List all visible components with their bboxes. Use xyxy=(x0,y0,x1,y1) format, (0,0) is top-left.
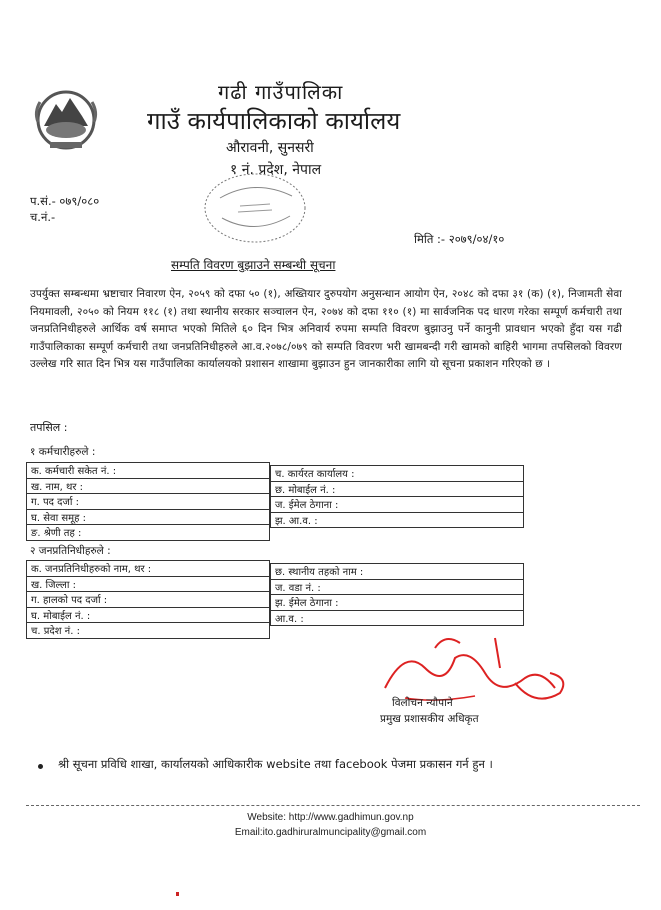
table-row xyxy=(27,576,270,592)
table-row xyxy=(271,564,524,580)
notice-subject: सम्पति विवरण बुझाउने सम्बन्धी सूचना xyxy=(171,258,336,272)
field-label: च. प्रदेश नं. : xyxy=(27,623,270,639)
tapasil-label: तपसिल : xyxy=(30,421,68,434)
section2-heading: २ जनप्रतिनिधीहरुले : xyxy=(30,545,111,557)
table-row xyxy=(271,579,524,595)
table-row xyxy=(271,481,524,497)
employee-details-right xyxy=(270,465,524,528)
table-row xyxy=(271,610,524,626)
signatory-title: प्रमुख प्रशासकीय अधिकृत xyxy=(380,713,479,725)
municipality-name: गढी गाउँपालिका xyxy=(218,80,344,104)
field-label: घ. मोबाईल नं. : xyxy=(27,607,270,623)
table-row xyxy=(27,623,270,639)
bullet-icon xyxy=(38,764,43,769)
table-row xyxy=(27,509,270,525)
table-row xyxy=(271,466,524,482)
field-label: छ. मोबाईल नं. : xyxy=(271,481,524,497)
field-label: घ. सेवा समूह : xyxy=(27,509,270,525)
office-address: औरावनी, सुनसरी xyxy=(226,140,314,156)
employee-details-left xyxy=(26,462,270,541)
table-row xyxy=(27,561,270,577)
table-row xyxy=(27,607,270,623)
table-row xyxy=(271,497,524,513)
field-label: ज. ईमेल ठेगाना : xyxy=(271,497,524,513)
representative-details-left xyxy=(26,560,270,639)
government-emblem-icon xyxy=(30,82,102,154)
representative-details-right xyxy=(270,563,524,626)
field-label: क. जनप्रतिनिधीहरुको नाम, थर : xyxy=(27,561,270,577)
footer-website[interactable]: Website: http://www.gadhimun.gov.np xyxy=(247,812,414,823)
footer-divider xyxy=(26,805,640,806)
office-stamp xyxy=(200,168,310,248)
section1-heading: १ कर्मचारीहरुले : xyxy=(30,446,96,458)
field-label: ग. पद दर्जा : xyxy=(27,494,270,510)
table-row xyxy=(271,512,524,528)
field-label: ख. नाम, थर : xyxy=(27,478,270,494)
field-label: ग. हालको पद दर्जा : xyxy=(27,592,270,608)
table-row xyxy=(27,525,270,541)
publication-note: श्री सूचना प्रविधि शाखा, कार्यालयको आधिकारीक website तथा facebook पेजमा प्रकासन गर्न हुन । xyxy=(58,757,493,771)
table-row xyxy=(27,478,270,494)
field-label: झ. आ.व. : xyxy=(271,512,524,528)
footer-email[interactable]: Email:ito.gadhiruralmuncipality@gmail.com xyxy=(234,827,427,838)
table-row xyxy=(27,592,270,608)
scan-mark xyxy=(176,892,179,896)
date: मिति :- २०७९/०४/१० xyxy=(414,232,505,246)
field-label: आ.व. : xyxy=(271,610,524,626)
table-row xyxy=(27,494,270,510)
province-country: १ नं. प्रदेश, नेपाल xyxy=(230,162,322,178)
field-label: ज. वडा नं. : xyxy=(271,579,524,595)
reference-number: प.सं.- ०७९/०८० xyxy=(30,194,100,208)
table-row xyxy=(271,595,524,611)
signatory-name: विलोचन न्यौपाने xyxy=(392,697,453,709)
notice-body: उपर्युक्त सम्बन्धमा भ्रष्टाचार निवारण ऐन, २०५९ को दफा ५० (१), अख्तियार दुरुपयोग अनुसन्धान आयोग ऐन, २०४८ को दफा ३१ (क) (१), निजामती सेवा नियमावली, २०५० को नियम ११८ (१) तथा स्थानीय सरकार सञ्चालन ऐन, २०७४ को दफा ११० (१) मा सार्वजनिक पद धारण गरेका सम्पूर्ण कर्मचारी तथा जनप्रतिनिधीहरुले आर्थिक वर्ष समाप्त भएको मितिले ६० दिन भित्र अनिवार्य रुपमा सम्पति विवरण बुझाउनु पर्ने कानुनी प्रावधान भएको हुँदा यस गढी गाउँपालिकाका सम्पूर्ण कर्मचारी तथा जनप्रतिनिधीहरुले आ.व.२०७८/०७९ को सम्पति विवरण भरी खामबन्दी गरी खामको बाहिरी भागमा तपसिलको विवरण उल्लेख गरि सात दिन भित्र यस गाउँपालिका कार्यालयको प्रशासन शाखामा बुझाउन हुन जानकारीका लागि यो सूचना प्रकाशन गरिएको छ । xyxy=(30,288,622,371)
office-name: गाउँ कार्यपालिकाको कार्यालय xyxy=(147,107,401,135)
table-row xyxy=(27,463,270,479)
field-label: ख. जिल्ला : xyxy=(27,576,270,592)
field-label: झ. ईमेल ठेगाना : xyxy=(271,595,524,611)
dispatch-number: च.नं.- xyxy=(30,210,56,224)
field-label: क. कर्मचारी सकेत नं. : xyxy=(27,463,270,479)
field-label: छ. स्थानीय तहको नाम : xyxy=(271,564,524,580)
field-label: च. कार्यरत कार्यालय : xyxy=(271,466,524,482)
field-label: ङ. श्रेणी तह : xyxy=(27,525,270,541)
